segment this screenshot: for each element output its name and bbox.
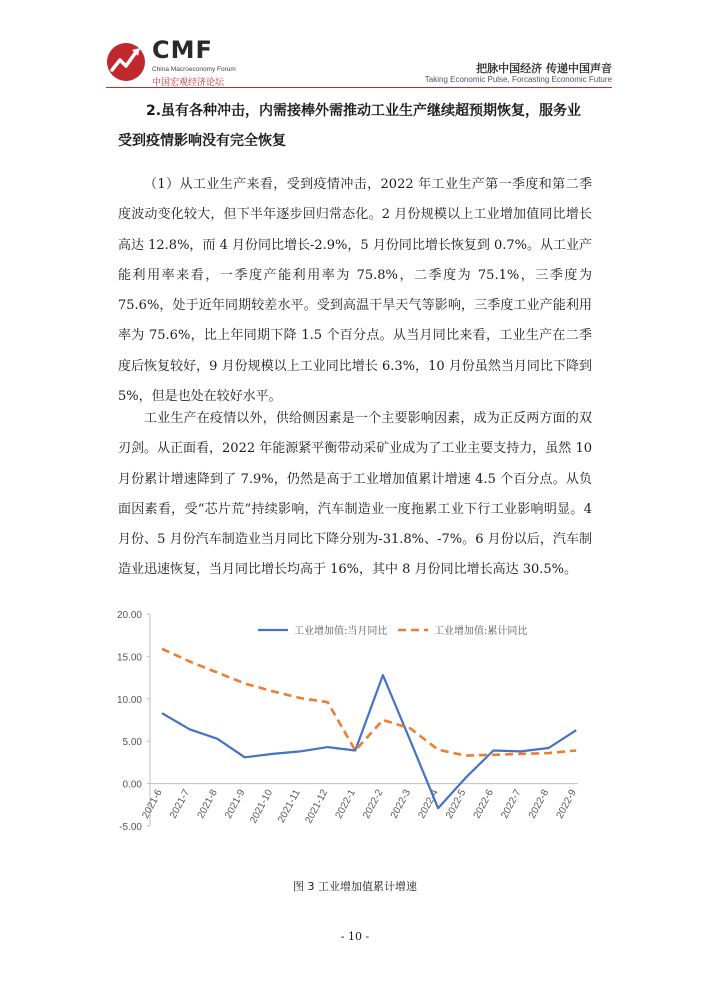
x-tick-label: 2022-5 — [444, 787, 469, 821]
y-tick-label: 5.00 — [122, 737, 142, 749]
x-tick-label: 2021-10 — [248, 787, 276, 826]
x-tick-label: 2021-7 — [167, 787, 193, 821]
paragraph-2: 工业生产在疫情以外，供给侧因素是一个主要影响因素，成为正反两方面的双刃剑。从正面看，2022 年能源紧平衡带动采矿业成为了工业主要支持力，虽然 10 月份累计增速降到了 7.9%，仍然是高于工业增加值累计增速 4.5 个百分点。从负面因素看，受“芯片荒”持续影响，汽车制造业一度拖累工业下行工业影响明显。4 月份、5 月份汽车制造业当月同比下降分别为-31.8%、-7%。6 月份以后，汽车制造业迅速恢复，当月同比增长均高于 16%，其中 8 月份同比增长高达 30.5%。 — [118, 411, 592, 578]
x-tick-label: 2022-6 — [471, 787, 497, 821]
paragraph-1: （1）从工业生产来看，受到疫情冲击，2022 年工业生产第一季度和第二季度波动变化较大，但下半年逐步回归常态化。2 月份规模以上工业增加值同比增长高达 12.8%，而 4 月份同比增长-2.9%，5 月份同比增长恢复到 0.7%。从工业产能利用率来看，一季度产能利用率为 75.8%，二季度为 75.1%，三季度为 75.6%，处于近年同期较差水平。受到高温干旱天气等影响，三季度工业产能利用率为 75.6%，比上年同期下降 1.5 个百分点。从当月同比来看，工业生产在二季度后恢复较好，9 月份规模以上工业同比增长 6.3%，10 月份虽然当月同比下降到 5%，但是也处在较好水平。 — [118, 177, 592, 405]
x-tick-label: 2022-9 — [554, 787, 579, 821]
slogan-en: Taking Economic Pulse, Forcasting Economic Future — [424, 75, 612, 84]
header-divider — [106, 87, 612, 88]
x-tick-label: 2022-1 — [333, 787, 358, 821]
x-tick-label: 2022-7 — [499, 787, 524, 821]
x-tick-label: 2021-12 — [303, 787, 331, 826]
logo-subtitle-cn: 中国宏观经济论坛 — [152, 78, 225, 88]
y-tick-label: -5.00 — [119, 822, 142, 833]
x-tick-label: 2022-3 — [388, 787, 414, 821]
chart-svg — [108, 600, 608, 862]
slogan-cn: 把脉中国经济 传递中国声音 — [476, 62, 612, 75]
x-tick-label: 2021-6 — [140, 787, 165, 821]
page-number: - 10 - — [340, 930, 370, 943]
series-line-2 — [162, 649, 576, 756]
logo-subtitle-en: China Macroeconomy Forum — [152, 66, 236, 73]
y-tick-label: 15.00 — [116, 652, 142, 664]
x-tick-label: 2022-8 — [526, 787, 552, 821]
x-tick-label: 2021-11 — [276, 787, 303, 825]
figure-caption: 图 3 工业增加值累计增速 — [293, 880, 417, 893]
x-tick-label: 2021-9 — [223, 787, 248, 821]
cmf-logo-icon — [106, 36, 150, 84]
logo-text: CMF — [152, 36, 213, 64]
cmf-logo — [106, 36, 296, 88]
section-title: 2.虽有各种冲击，内需接棒外需推动工业生产继续超预期恢复，服务业受到疫情影响没有完全恢复 — [118, 103, 582, 149]
x-tick-label: 2021-8 — [195, 787, 220, 821]
y-tick-label: 20.00 — [116, 610, 142, 621]
x-tick-label: 2022-2 — [361, 787, 386, 821]
line-chart — [108, 600, 608, 862]
y-tick-label: 10.00 — [116, 694, 142, 706]
y-tick-label: 0.00 — [122, 779, 142, 791]
page-header — [0, 0, 710, 88]
x-tick-label: 2022-4 — [416, 787, 441, 821]
legend-label-2: 工业增加值:累计同比 — [434, 626, 528, 637]
legend-label-1: 工业增加值:当月同比 — [294, 626, 388, 637]
